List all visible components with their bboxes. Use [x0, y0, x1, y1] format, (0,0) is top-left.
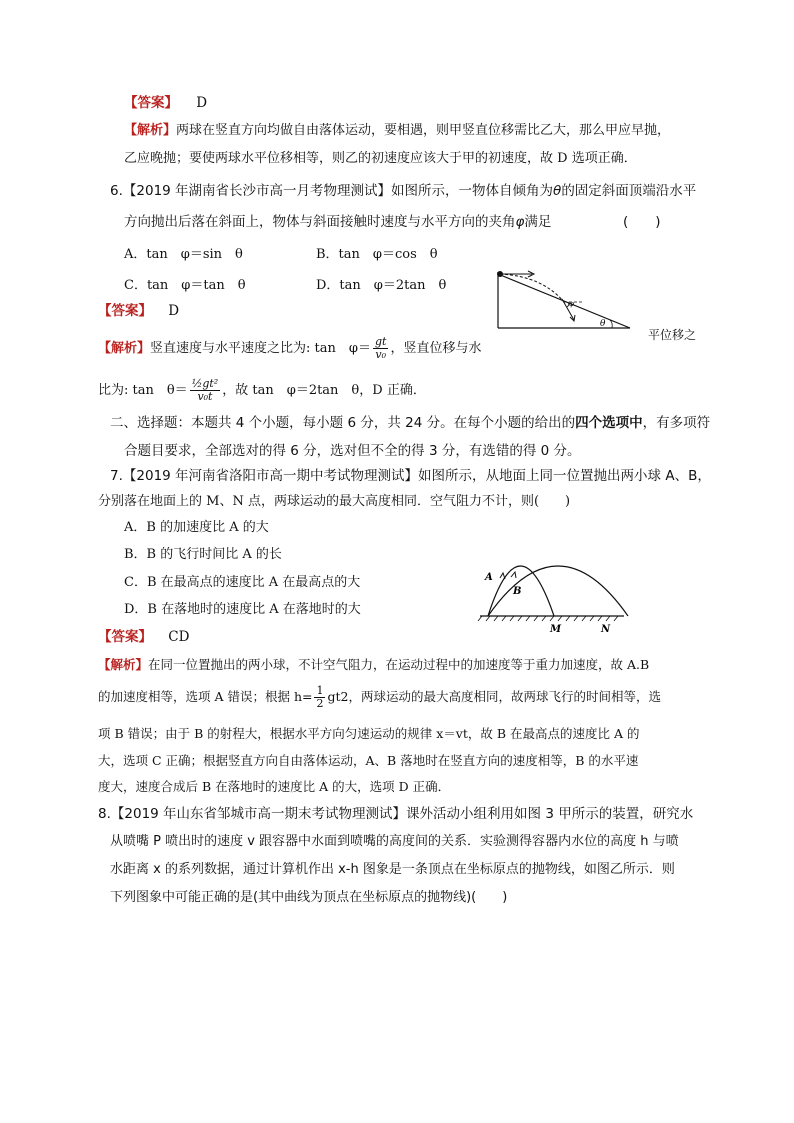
answer-value: D	[168, 303, 180, 319]
q7-stem-line1	[110, 467, 711, 485]
q8-stem-line3: 水距离 x 的系列数据，通过计算机作出 x-h 图象是一条顶点在坐标原点的抛物线，如图乙所示．则	[110, 862, 675, 877]
section2-line1: 二、选择题：本题共 4 个小题，每小题 6 分，共 24 分。在每个小题的给出的四个选项中，有多项符	[110, 415, 711, 431]
q7-analysis-line1	[98, 656, 649, 674]
fraction-gt-over-v0: $\frac{gt}{\text{v₀}}$	[374, 335, 387, 361]
arrow-a	[500, 573, 505, 579]
question-number: 8.	[98, 806, 111, 822]
q7-analysis-line5: 度大，速度合成后 B 在落地时的速度比 A 的大，选项 D 正确．	[98, 779, 451, 794]
answer-tag: 【答案】	[124, 95, 178, 111]
stem-text: 如图所示，一物体自倾角为	[391, 183, 554, 199]
q7-analysis-line3: 项 B 错误；由于 B 的射程大，根据水平方向匀速运动的规律 x＝vt，故 B 在最高点的速度比 A 的	[98, 726, 640, 741]
q5-analysis-line2: 乙应晚抛；要使两球水平位移相等，则乙的初速度应该大于甲的初速度，故 D 选项正确．	[124, 151, 637, 166]
analysis-text: ，竖直位移与水	[390, 341, 482, 356]
question-number: 7.	[110, 468, 123, 484]
fig-label-m: M	[550, 624, 562, 635]
stem-text: 方向抛出后落在斜面上，物体与斜面接触时速度与水平方向的夹角	[124, 214, 516, 230]
fraction-one-half: $\frac{1}{2}$	[316, 684, 324, 710]
question-source: 【2019 年河南省洛阳市高一期中考试物理测试】	[122, 468, 419, 484]
arrow-b	[511, 572, 516, 578]
analysis-tag: 【解析】	[98, 657, 149, 672]
answer-value: CD	[168, 629, 190, 645]
analysis-text: 比为: tan θ＝	[98, 383, 188, 398]
q5-answer-line	[124, 94, 207, 112]
q7-analysis-line2: 的加速度相等，选项 A 错误；根据 h= $\frac{1}{2}$ gt2，两球运动的最大高度相同，故两球飞行的时间相等，选	[98, 684, 661, 710]
analysis-tag: 【解析】	[124, 123, 177, 138]
stem-text: 的固定斜面顶端沿水平	[561, 183, 697, 199]
analysis-text: 竖直速度与水平速度之比为: tan φ＝	[150, 341, 371, 356]
stem-text: 课外活动小组利用如图 3 甲所示的装置，研究水	[406, 806, 694, 822]
analysis-text: ，故 tan φ＝2tan θ，D 正确．	[222, 383, 426, 398]
q6-analysis-line1	[98, 336, 481, 361]
q6-option-c: C．tan φ＝tan θ	[124, 278, 246, 293]
q8-stem-line4: 下列图象中可能正确的是(其中曲线为顶点在坐标原点的抛物线)( )	[110, 890, 508, 905]
q6-answer-line	[98, 302, 179, 320]
q7-stem-line2: 分别落在地面上的 M、N 点，两球运动的最大高度相同．空气阻力不计，则( )	[98, 494, 571, 509]
fig-label-n: N	[601, 624, 611, 635]
q5-analysis-line1	[124, 122, 670, 140]
q6-stem-line2	[124, 213, 551, 231]
fig-phi-label: φ	[569, 300, 574, 308]
answer-value: D	[196, 95, 208, 111]
q6-stem-line1	[110, 182, 696, 200]
fraction-half-gt2-over-v0t: $\frac{\text{½gt²}}{\text{v₀t}}$	[191, 377, 219, 403]
answer-blank: ( )	[623, 214, 661, 230]
q6-analysis-line2	[98, 378, 426, 403]
question-source: 【2019 年山东省邹城市高一期末考试物理测试】	[110, 806, 407, 822]
q8-stem-line1	[98, 805, 693, 823]
q7-option-c: C．B 在最高点的速度比 A 在最高点的大	[124, 575, 361, 590]
fig-theta-label: θ	[600, 319, 606, 329]
q7-answer-line	[98, 628, 189, 646]
trajectory-figure	[478, 552, 628, 636]
theta-symbol: θ	[553, 183, 562, 199]
ground-hatching	[478, 616, 618, 621]
fig-label-a: A	[485, 572, 493, 583]
side-note: 平位移之	[648, 328, 697, 342]
analysis-text: 两球在竖直方向均做自由落体运动，要相遇，则甲竖直位移需比乙大，那么甲应早抛，	[176, 123, 671, 138]
q7-option-b: B．B 的飞行时间比 A 的长	[124, 547, 282, 562]
stem-text: 如图所示，从地面上同一位置抛出两小球 A、B，	[418, 468, 711, 484]
answer-tag: 【答案】	[98, 629, 152, 645]
q7-analysis-line4: 大，选项 C 正确；根据竖直方向自由落体运动，A、B 落地时在竖直方向的速度相等，B 的水平速	[98, 753, 639, 768]
fig-label-b: B	[513, 586, 522, 597]
answer-tag: 【答案】	[98, 303, 152, 319]
question-number: 6.	[110, 183, 123, 199]
q6-option-d: D．tan φ＝2tan θ	[316, 278, 447, 293]
q7-option-d: D．B 在落地时的速度比 A 在落地时的大	[124, 602, 361, 617]
q6-option-b: B．tan φ＝cos θ	[316, 247, 438, 262]
analysis-tag: 【解析】	[98, 341, 151, 356]
section2-line2: 合题目要求，全部选对的得 6 分，选对但不全的得 3 分，有选错的得 0 分。	[124, 443, 581, 459]
question-source: 【2019 年湖南省长沙市高一月考物理测试】	[122, 183, 392, 199]
phi-symbol: φ	[515, 214, 525, 230]
incline-figure	[492, 268, 634, 332]
analysis-text: 在同一位置抛出的两小球，不计空气阻力，在运动过程中的加速度等于重力加速度，故 A.B	[148, 657, 650, 672]
q7-option-a: A．B 的加速度比 A 的大	[124, 520, 269, 535]
q8-stem-line2: 从喷嘴 P 喷出时的速度 v 跟容器中水面到喷嘴的高度间的关系．实验测得容器内水位的高度 h 与喷	[110, 834, 679, 849]
stem-text: 满足	[524, 214, 552, 230]
trajectory-b	[488, 566, 628, 616]
q6-option-a: A．tan φ＝sin θ	[124, 247, 243, 262]
